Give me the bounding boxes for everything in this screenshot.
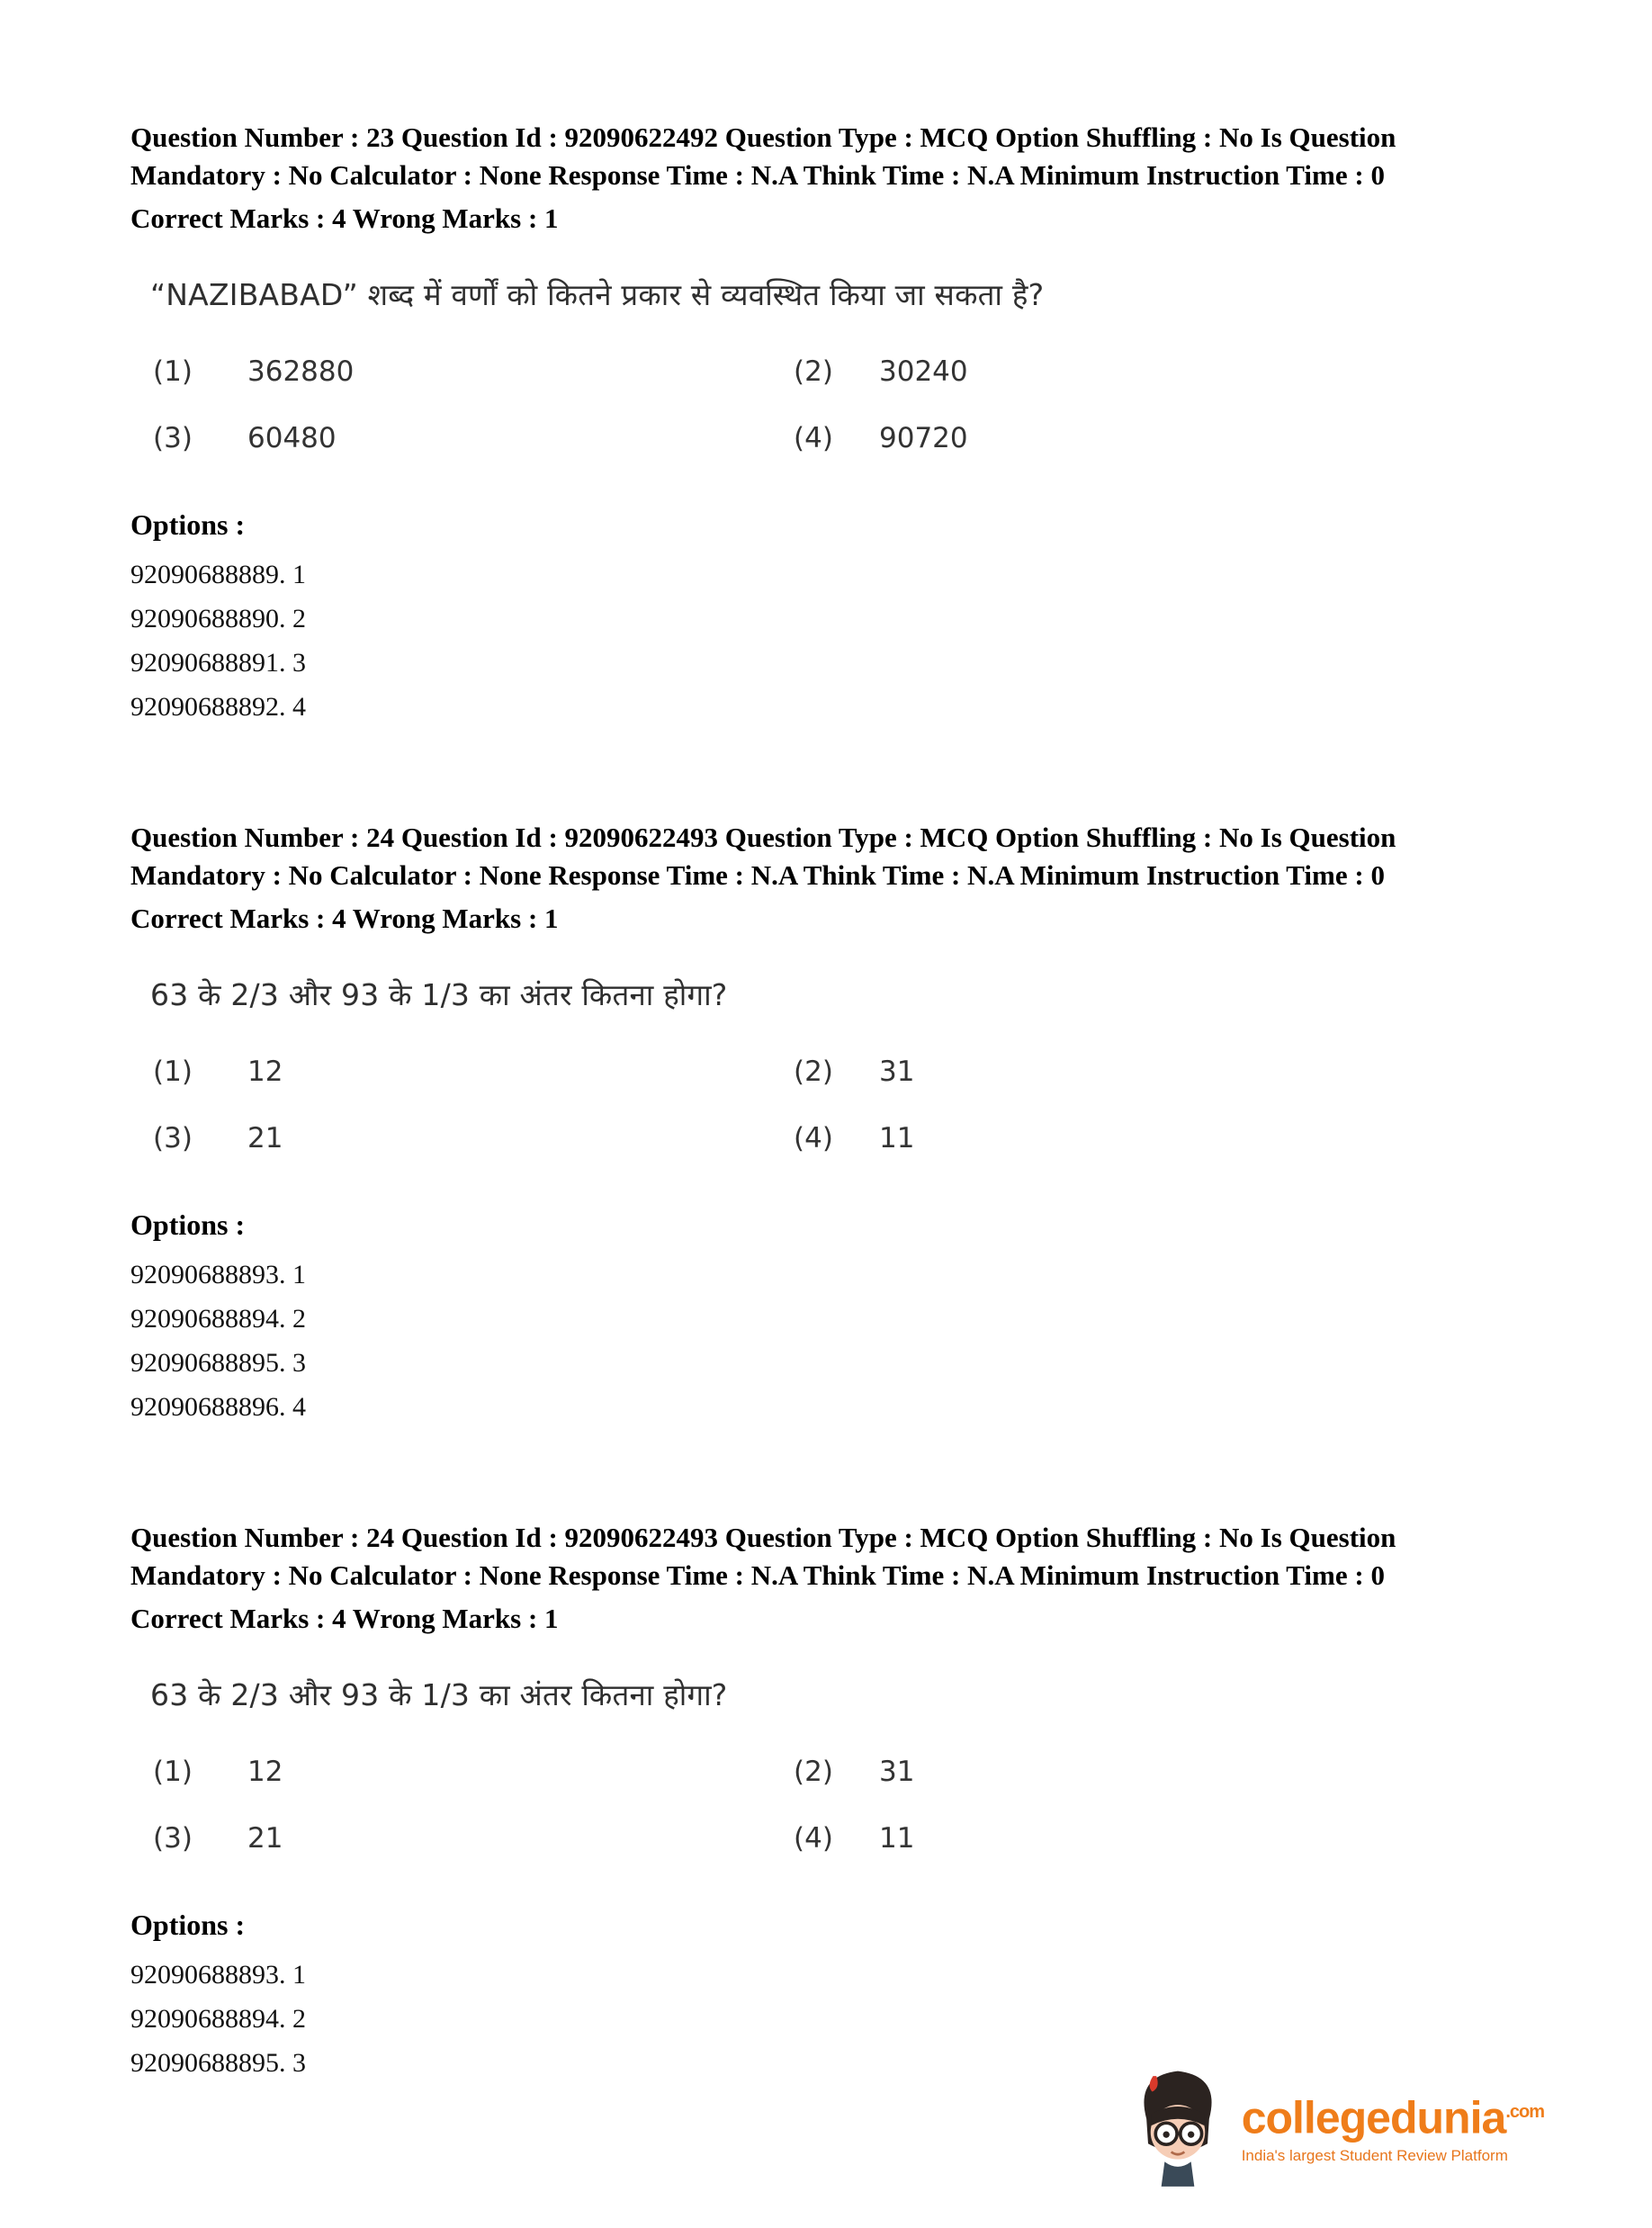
choice-value: 11 xyxy=(879,1822,915,1855)
question-marks: Correct Marks : 4 Wrong Marks : 1 xyxy=(130,1603,559,1634)
choices-grid xyxy=(153,1756,1499,1855)
question-text: 63 के 2/3 और 93 के 1/3 का अंतर कितना होगा? xyxy=(150,977,728,1012)
choice-value: 30240 xyxy=(879,355,968,388)
option-id-line: 92090688895. 3 xyxy=(130,1348,306,1378)
choice-number: (1) xyxy=(153,1756,193,1788)
choice-number: (1) xyxy=(153,355,193,388)
choice-value: 12 xyxy=(247,1756,283,1788)
option-id-line: 92090688893. 1 xyxy=(130,1260,306,1289)
choice-value: 12 xyxy=(247,1056,283,1088)
option-id-line: 92090688894. 2 xyxy=(130,1304,306,1334)
option-id-line: 92090688893. 1 xyxy=(130,1960,306,1990)
question-block xyxy=(130,119,1499,729)
option-id-line: 92090688892. 4 xyxy=(130,692,306,722)
collegedunia-logo xyxy=(1128,2062,1544,2190)
brand-name-suffix: .com xyxy=(1505,2101,1544,2122)
question-text: “NAZIBABAD” शब्द में वर्णों को कितने प्रकार से व्यवस्थित किया जा सकता है? xyxy=(150,277,1045,312)
brand-name-main: collegedunia xyxy=(1241,2092,1506,2143)
choice-value: 362880 xyxy=(247,355,355,388)
question-header: Question Number : 24 Question Id : 92090622493 Question Type : MCQ Option Shuffling : No Is Question Mandatory : No Calculator : None Response Time : N.A Think Time : N.A Minimum Instruction Time : 0 xyxy=(130,1522,1396,1591)
choice-number: (1) xyxy=(153,1056,193,1088)
option-id-line: 92090688889. 1 xyxy=(130,560,306,589)
question-header: Question Number : 24 Question Id : 92090622493 Question Type : MCQ Option Shuffling : No Is Question Mandatory : No Calculator : None Response Time : N.A Think Time : N.A Minimum Instruction Time : 0 xyxy=(130,822,1396,891)
option-id-list xyxy=(130,553,1499,729)
choices-grid xyxy=(153,1056,1499,1154)
choice-number: (3) xyxy=(153,1822,193,1855)
option-id-line: 92090688896. 4 xyxy=(130,1392,306,1422)
choice-value: 11 xyxy=(879,1122,915,1154)
option-id-line: 92090688891. 3 xyxy=(130,648,306,678)
question-block xyxy=(130,1519,1499,2085)
choice-value: 21 xyxy=(247,1122,283,1154)
choice-value: 21 xyxy=(247,1822,283,1855)
choice-number: (2) xyxy=(794,355,833,388)
question-header: Question Number : 23 Question Id : 92090622492 Question Type : MCQ Option Shuffling : No Is Question Mandatory : No Calculator : None Response Time : N.A Think Time : N.A Minimum Instruction Time : 0 xyxy=(130,121,1396,191)
options-label: Options : xyxy=(130,1909,246,1941)
choice-value: 60480 xyxy=(247,422,337,454)
option-id-line: 92090688895. 3 xyxy=(130,2048,306,2078)
brand-name xyxy=(1242,2088,1544,2143)
choice-number: (3) xyxy=(153,422,193,454)
option-id-line: 92090688894. 2 xyxy=(130,2004,306,2034)
brand-tagline: India's largest Student Review Platform xyxy=(1241,2147,1508,2165)
question-text: 63 के 2/3 और 93 के 1/3 का अंतर कितना होगा? xyxy=(150,1677,728,1712)
choice-number: (3) xyxy=(153,1122,193,1154)
question-marks: Correct Marks : 4 Wrong Marks : 1 xyxy=(130,202,559,234)
choice-number: (4) xyxy=(794,1122,833,1154)
question-marks: Correct Marks : 4 Wrong Marks : 1 xyxy=(130,903,559,934)
brand-text-group xyxy=(1242,2088,1544,2166)
option-id-line: 92090688890. 2 xyxy=(130,604,306,633)
choice-number: (2) xyxy=(794,1056,833,1088)
choice-number: (4) xyxy=(794,422,833,454)
choice-number: (4) xyxy=(794,1822,833,1855)
choice-value: 90720 xyxy=(879,422,968,454)
choice-value: 31 xyxy=(879,1756,915,1788)
options-label: Options : xyxy=(130,508,246,541)
option-id-list xyxy=(130,1253,1499,1429)
mascot-illustration xyxy=(1128,2062,1227,2190)
question-block xyxy=(130,819,1499,1429)
choice-number: (2) xyxy=(794,1756,833,1788)
options-label: Options : xyxy=(130,1208,246,1241)
choice-value: 31 xyxy=(879,1056,915,1088)
choices-grid xyxy=(153,355,1499,454)
